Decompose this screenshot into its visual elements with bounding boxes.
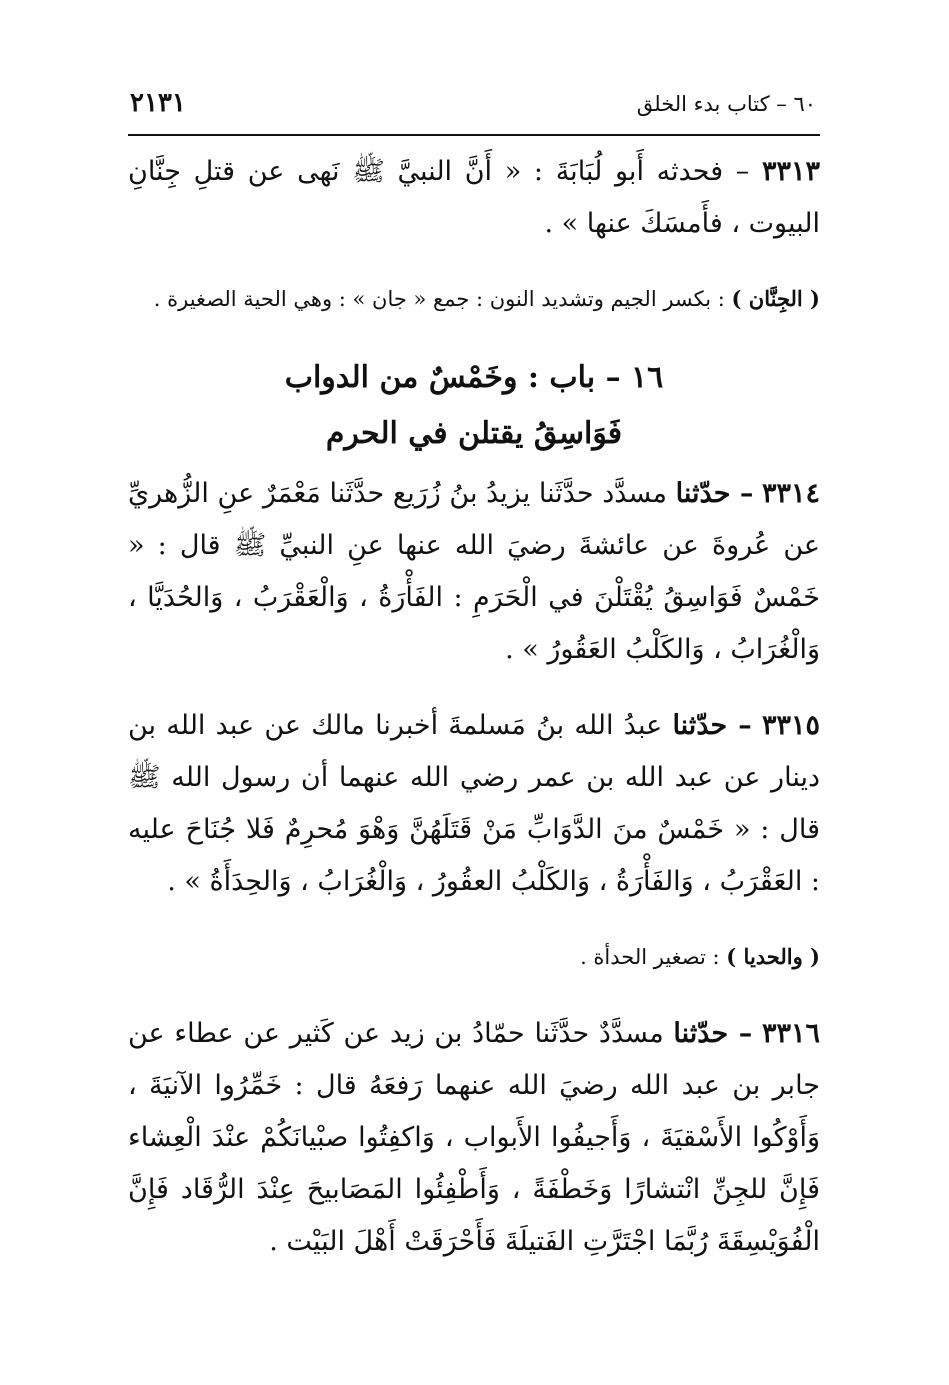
hadith-lead: – حدّثنا — [673, 1018, 753, 1049]
hadith-lead: – حدّثنا — [672, 710, 752, 741]
hadith-number: ٣٣١٦ — [761, 1018, 820, 1049]
page-number: ٢١٣١ — [130, 88, 186, 118]
hadith-lead: – حدّثنا — [675, 478, 754, 509]
page-header — [128, 88, 820, 132]
gloss-hudayya — [128, 932, 820, 982]
hadith-3314 — [128, 468, 820, 676]
chapter-title-line-2: فَوَاسِقُ يقتلن في الحرم — [325, 416, 623, 451]
gloss-text: : تصغير الحدأة . — [580, 945, 720, 969]
hadith-3313 — [128, 146, 820, 250]
gloss-jinnan — [128, 274, 820, 324]
hadith-number: ٣٣١٣ — [761, 156, 820, 187]
hadith-3315 — [128, 700, 820, 908]
hadith-3316 — [128, 1008, 820, 1268]
book-page — [128, 88, 820, 1292]
gloss-text: : بكسر الجيم وتشديد النون : جمع « جان » : وهي الحية الصغيرة . — [153, 287, 725, 311]
hadith-number: ٣٣١٤ — [761, 478, 820, 509]
gloss-term: ( الجِنَّان ) — [731, 286, 820, 311]
hadith-text: مسدَّدٌ حدَّثَنا حمّادُ بن زيد عن كَثير عن عطاء عن جابر بن عبد الله رضيَ الله عنهما رَفعَهُ قال : خَمِّرُوا الآنيَةَ ، وَأَوْكُوا الأَسْقيَةَ ، وَأَجيفُوا الأَبواب ، وَاكفِتُوا صبْيانَكُمْ عنْدَ الْعِشاء فَإِنَّ للجِنِّ انْتشارًا وَخَطْفَةً ، وَأَطْفِئُوا المَصَابيحَ عِنْدَ الرُّقَاد فَإِنَّ الْفُوَيْسِقَةَ رُبَّمَا اجْتَرَّتِ الفَتيلَةَ فَأَحْرَقَتْ أَهْلَ البَيْت . — [128, 1018, 820, 1257]
hadith-number: ٣٣١٥ — [761, 710, 820, 741]
running-title: ٦٠ – كتاب بدء الخلق — [636, 92, 816, 116]
hadith-text: مسدَّد حدَّثَنا يزيدُ بنُ زُرَيع حدَّثَنا مَعْمَرٌ عنِ الزُّهريِّ عن عُروةَ عن عائشةَ رضيَ الله عنها عنِ النبيِّ ﷺ قال : « خَمْسٌ فَوَاسِقُ يُقْتَلْنَ في الْحَرَمِ : الفَأْرَةُ ، وَالْعَقْرَبُ ، وَالحُدَيَّا ، وَالْغُرَابُ ، وَالكَلْبُ العَقُورُ » . — [128, 478, 820, 665]
hadith-text: – فحدثه أَبو لُبَابَةَ : « أَنَّ النبيَّ ﷺ نَهى عن قتلِ جِنَّانِ البيوت ، فأَمسَكَ عنها » . — [128, 156, 820, 239]
chapter-title-line-1: ١٦ – باب : وخَمْسٌ من الدواب — [284, 360, 664, 395]
gloss-term: ( والحديا ) — [726, 944, 820, 969]
header-rule — [128, 134, 820, 136]
hadith-text: عبدُ الله بنُ مَسلمةَ أخبرنا مالك عن عبد الله بن دينار عن عبد الله بن عمر رضي الله عنهما أن رسول الله ﷺ قال : « خَمْسٌ منَ الدَّوَابِّ مَنْ قَتَلَهُنَّ وَهْوَ مُحرِمٌ فَلا جُنَاحَ عليه : العَقْرَبُ ، وَالفَأْرَةُ ، وَالكَلْبُ العقُورُ ، وَالْغُرَابُ ، وَالحِدَأَةُ » . — [128, 710, 820, 897]
chapter-heading — [128, 350, 820, 462]
